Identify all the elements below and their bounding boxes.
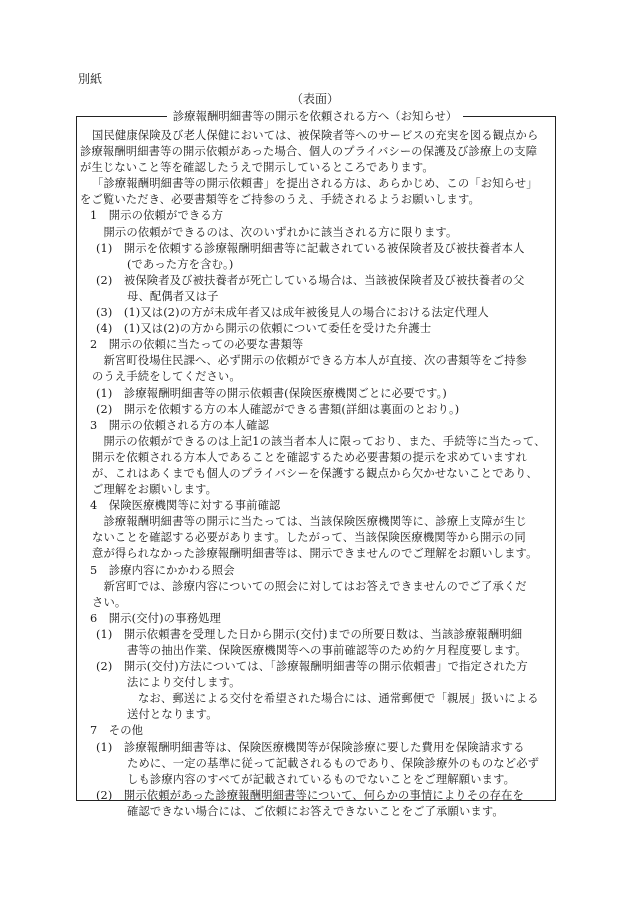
body-line: 母、配偶者又は子 xyxy=(127,289,219,303)
body-line: しも診療内容のすべてが記載されているものでないことをご理解願います。 xyxy=(127,772,516,786)
body-line: (2) 開示依頼があった診療報酬明細書等について、何らかの事情によりその存在を xyxy=(96,788,524,802)
body-line: さい。 xyxy=(92,595,127,609)
body-line: 6 開示(交付)の事務処理 xyxy=(90,611,221,625)
body-line: ために、一定の基準に従って記載されるものであり、保険診療外のものなど必ず xyxy=(127,756,540,770)
annex-label: 別紙 xyxy=(78,72,103,86)
body-line: (3) (1)又は(2)の方が未成年者又は成年被後見人の場合における法定代理人 xyxy=(96,306,489,320)
notice-body xyxy=(80,128,552,820)
body-line: 診療報酬明細書等の開示に当たっては、当該保険医療機関等に、診療上支障が生じ xyxy=(92,515,527,529)
body-line: 意が得られなかった診療報酬明細書等は、開示できませんのでご理解をお願いします。 xyxy=(92,547,538,561)
body-line: ないことを確認する必要があります。したがって、当該保険医療機関等から開示の同 xyxy=(92,531,526,545)
body-line: (2) 被保険者及び被扶養者が死亡している場合は、当該被保険者及び被扶養者の父 xyxy=(96,273,525,287)
body-line: 開示の依頼ができるのは、次のいずれかに該当される方に限ります。 xyxy=(92,225,458,239)
body-line: (1) 診療報酬明細書等の開示依頼書(保険医療機関ごとに必要です。) xyxy=(96,386,447,400)
body-line: をご覧いただき、必要書類等をご持参のうえ、手続されるようお願いします。 xyxy=(80,193,480,207)
body-line: (であった方を含む。) xyxy=(127,257,234,271)
body-line: のうえ手続をしてください。 xyxy=(92,370,241,384)
body-line: (1) 開示依頼書を受理した日から開示(交付)までの所要日数は、当該診療報酬明細 xyxy=(96,627,523,641)
front-side-label: （表面） xyxy=(290,92,339,106)
body-line: 新宮町では、診療内容についての照会に対してはお答えできませんのでご了承くだ xyxy=(92,579,527,593)
body-line: (4) (1)又は(2)の方から開示の依頼について委任を受けた弁護士 xyxy=(96,322,432,336)
body-line: 5 診療内容にかかわる照会 xyxy=(90,563,235,577)
body-line: 「診療報酬明細書等の開示依頼書」を提出される方は、あらかじめ、この「お知らせ」 xyxy=(92,177,538,191)
body-line: 7 その他 xyxy=(90,724,144,738)
body-line: 法により交付します。 xyxy=(127,676,241,690)
notice-title xyxy=(0,108,630,124)
body-line: 送付となります。 xyxy=(127,708,218,722)
body-line: (2) 開示(交付)方法については、「診療報酬明細書等の開示依頼書」で指定された方 xyxy=(96,660,528,674)
body-line: (2) 開示を依頼する方の本人確認ができる書類(詳細は裏面のとおり。) xyxy=(96,402,460,416)
body-line: なお、郵送による交付を希望された場合には、通常郵便で「親展」扱いによる xyxy=(138,692,539,706)
body-line: (1) 開示を依頼する診療報酬明細書等に記載されている被保険者及び被扶養者本人 xyxy=(96,241,525,255)
body-line: 2 開示の依頼に当たっての必要な書類等 xyxy=(90,338,304,352)
body-line: が生じないこと等を確認したうえで開示しているところであります。 xyxy=(80,161,434,175)
body-line: ご理解をお願いします。 xyxy=(92,483,218,497)
body-line: 書等の抽出作業、保険医療機関等への事前確認等のため約ケ月程度要します。 xyxy=(127,644,527,657)
body-line: 開示を依頼される方本人であることを確認するため必要書類の提示を求めていますれ xyxy=(92,450,527,464)
body-line: 確認できない場合には、ご依頼にお答えできないことをご了承願います。 xyxy=(127,804,504,818)
notice-title-text: 診療報酬明細書等の開示を依頼される方へ（お知らせ） xyxy=(167,109,463,123)
body-line: が、これはあくまでも個人のプライバシーを保護する観点から欠かせないことであり、 xyxy=(92,466,538,480)
body-line: 国民健康保険及び老人保健においては、被保険者等へのサービスの充実を図る観点から xyxy=(92,129,539,142)
body-line: (1) 診療報酬明細書等は、保険医療機関等が保険診療に要した費用を保険請求する xyxy=(96,740,525,754)
body-line: 新宮町役場住民課へ、必ず開示の依頼ができる方本人が直接、次の書類等をご持参 xyxy=(92,354,527,368)
body-line: 3 開示の依頼される方の本人確認 xyxy=(90,418,270,432)
body-line: 開示の依頼ができるのは上記1の該当者本人に限っており、また、手続等に当たって、 xyxy=(92,434,546,448)
body-line: 4 保険医療機関等に対する事前確認 xyxy=(90,499,281,513)
body-line: 1 開示の依頼ができる方 xyxy=(90,209,224,223)
body-line: 診療報酬明細書等の開示依頼があった場合、個人のプライバシーの保護及び診療上の支障 xyxy=(80,145,538,159)
